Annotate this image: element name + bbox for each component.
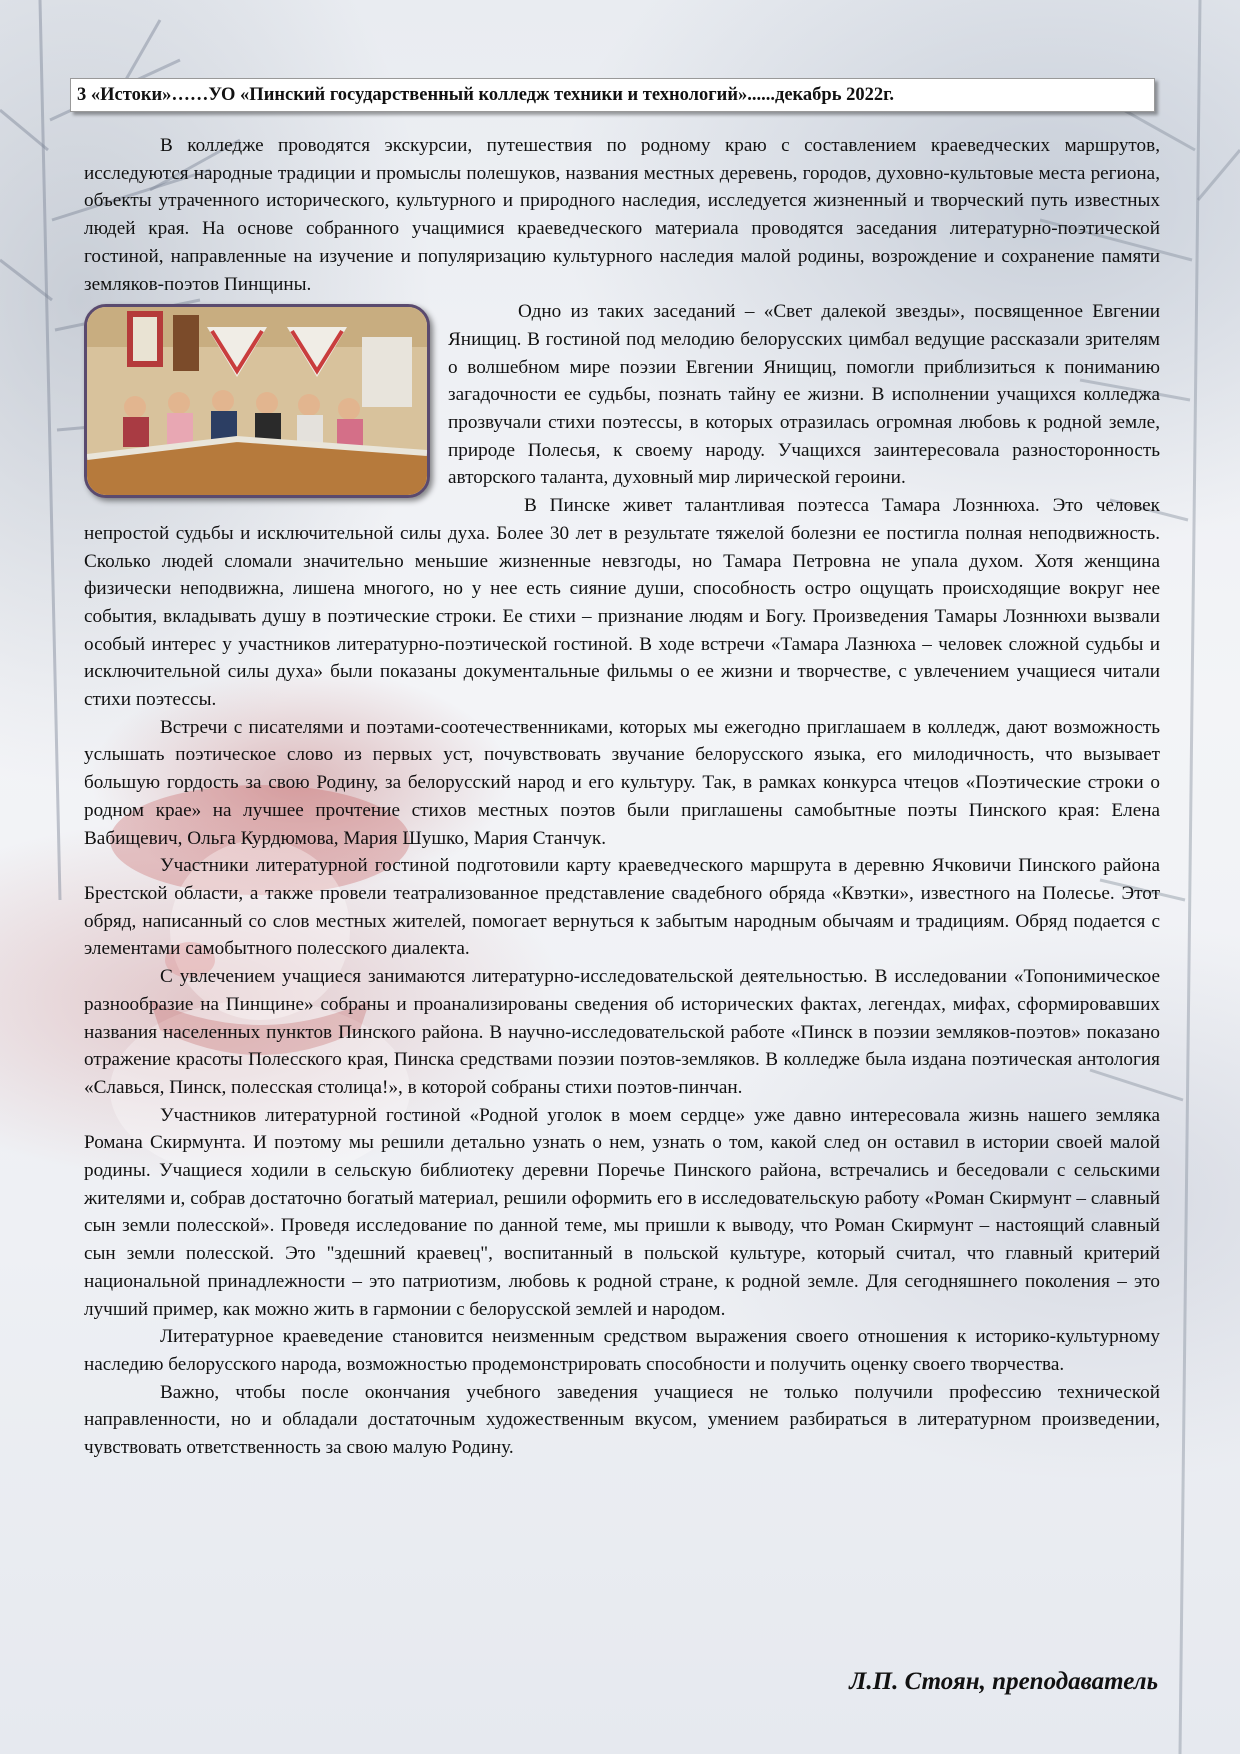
author-signature: Л.П. Стоян, преподаватель [849,1668,1158,1695]
paragraph-2: Одно из таких заседаний – «Свет далекой звезды», посвященное Евгении Янищиц. В гостиной под мелодию белорусских цимбал ведущие рассказали зрителям о волшебном мире поэзии Евгении Янищиц, помогли приблизиться к пониманию загадочности ее судьбы, познать тайну ее жизни. В исполнении учащихся колледжа прозвучали стихи поэтессы, в которых отразилась огромная любовь к родной земле, природе Полесья, к своему народу. Учащихся заинтересовала разносторонность авторского таланта, духовный мир лирической героини. [448,301,1160,489]
header-title: 3 «Истоки»……УО «Пинский государственный колледж техники и технологий»......декабрь 2022г. [77,84,895,105]
paragraph-1: В колледже проводятся экскурсии, путешествия по родному краю с составлением краеведческих маршрутов, исследуются народные традиции и промыслы полешуков, названия местных деревень, городов, духовно-культовые места региона, объекты утраченного исторического, культурного и природного наследия, исследуется жизненный и творческий путь известных людей края. На основе собранного учащимися краеведческого материала проводятся заседания литературно-поэтической гостиной, направленные на изучение и популяризацию культурного наследия малой родины, возрождение и сохранение памяти земляков-поэтов Пинщины. [84,135,1160,295]
paragraph-8: Литературное краеведение становится неизменным средством выражения своего отношения к историко-культурному наследию белорусского народа, возможностью продемонстрировать способности и получить оценку своего творчества. [84,1326,1160,1375]
paragraph-6: С увлечением учащиеся занимаются литературно-исследовательской деятельностью. В исследовании «Топонимическое разнообразие на Пинщине» собраны и проанализированы сведения об исторических фактах, легендах, мифах, сформировавших названия населенных пунктов Пинского района. В научно-исследовательской работе «Пинск в поэзии земляков-поэтов» показано отражение красоты Полесского края, Пинска средствами поэзии поэтов-земляков. В колледже была издана поэтическая антология «Славься, Пинск, полесская столица!», в которой собраны стихи поэтов-пинчан. [84,966,1160,1098]
paragraph-3: В Пинске живет талантливая поэтесса Тамара Лозннюха. Это человек непростой судьбы и исключительной силы духа. Более 30 лет в результате тяжелой болезни ее постигла полная неподвижность. Сколько людей сломали значительно меньшие жизненные невзгоды, но Тамара Петровна не упала духом. Хотя женщина физически неподвижна, лишена многого, но у нее есть сияние души, способность остро ощущать происходящие вокруг нее события, вкладывать душу в поэтические строки. Ее стихи – признание людям и Богу. Произведения Тамары Лозннюхи вызвали особый интерес у участников литературно-поэтической гостиной. В ходе встречи «Тамара Лазнюха – человек сложной судьбы и исключительной силы духа» были показаны документальные фильмы о ее жизни и творчестве, с увлечением учащиеся читали стихи поэтессы. [84,495,1160,711]
paragraph-9: Важно, чтобы после окончания учебного заведения учащиеся не только получили профессию технической направленности, но и обладали достаточным художественным вкусом, умением разбираться в литературном произведении, чувствовать ответственность за свою малую Родину. [84,1381,1160,1459]
paragraph-7: Участников литературной гостиной «Родной уголок в моем сердце» уже давно интересовала жизнь нашего земляка Романа Скирмунта. И поэтому мы решили детально узнать о нем, узнать о том, какой след он оставил в истории своей малой родины. Учащиеся ходили в сельскую библиотеку деревни Поречье Пинского района, встречались и беседовали с сельскими жителями и, собрав достаточно богатый материал, решили оформить его в исследовательскую работу «Роман Скирмунт – славный сын земли полесской». Проведя исследование по данной теме, мы пришли к выводу, что Роман Скирмунт – настоящий славный сын земли полесской. Это "здешний краевец", воспитанный в польской культуре, который считал, что главный критерий национальной принадлежности – это патриотизм, любовь к родной стране, к родной земле. Для сегодняшнего поколения – это лучший пример, как можно жить в гармонии с белорусской землей и народом. [84,1104,1160,1320]
paragraph-4: Встречи с писателями и поэтами-соотечественниками, которых мы ежегодно приглашаем в колледж, дают возможность услышать поэтическое слово из первых уст, почувствовать звучание белорусского языка, его милодичность, что вызывает большую гордость за свою Родину, за белорусский народ и его культуру. Так, в рамках конкурса чтецов «Поэтические строки о родном крае» на лучшее прочтение стихов местных поэтов были приглашены самобытные поэты Пинского края: Елена Вабищевич, Ольга Курдюмова, Мария Шушко, Мария Станчук. [84,716,1160,849]
article-body [84,132,1160,1462]
page-header [70,78,1155,112]
group-photo [84,304,430,498]
group-photo-students-classroom-icon [87,307,427,495]
paragraph-5: Участники литературной гостиной подготовили карту краеведческого маршрута в деревню Ячковичи Пинского района Брестской области, а также провели театрализованное представление свадебного обряда «Квэтки», известного на Полесье. Этот обряд, написанный со слов местных жителей, помогает вернуться к забытым народным обычаям и традициям. Обряд подается с элементами самобытного полесского диалекта. [84,855,1160,960]
